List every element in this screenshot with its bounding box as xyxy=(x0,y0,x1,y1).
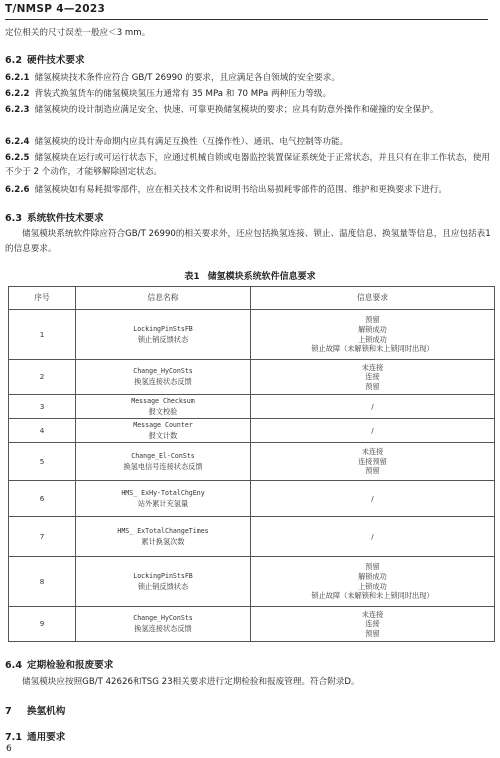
signal-name: Message Counter xyxy=(133,420,193,429)
requirement-line: 连接预留 xyxy=(358,456,387,466)
requirement-line: 未连接 xyxy=(361,447,384,457)
heading-number: 6.2 xyxy=(5,55,22,66)
clause-number: 6.2.2 xyxy=(5,89,30,99)
requirement-line: / xyxy=(371,493,374,503)
table-row xyxy=(9,443,495,481)
row-number: 1 xyxy=(9,310,76,360)
heading-title: 换氢机构 xyxy=(27,706,66,717)
heading-number: 7.1 xyxy=(5,732,22,743)
signal-description: 报文计数 xyxy=(148,430,178,440)
header-rule xyxy=(5,19,488,20)
info-name-cell xyxy=(76,557,251,607)
requirement-cell xyxy=(251,395,495,419)
table-header-row xyxy=(9,287,495,310)
info-name-cell xyxy=(76,607,251,642)
clause-6-2-3 xyxy=(5,103,495,117)
table-caption xyxy=(0,269,500,282)
requirement-line: 解锁成功 xyxy=(358,571,387,581)
requirement-line: 锁止故障（未解锁和未上锁同时出现） xyxy=(311,591,434,601)
info-name-cell xyxy=(76,517,251,557)
signal-description: 换氢连接状态反馈 xyxy=(134,377,192,386)
requirement-line: 连接 xyxy=(365,619,380,629)
clause-text: 储氢模块在运行或可运行状态下，应通过机械自锁或电器监控装置保证系统处于正常状态，并且只有在非工作状态，使用不少于 2 个动作，才能够解除固定状态。 xyxy=(5,153,490,177)
table-row xyxy=(9,360,495,395)
requirement-line: 连接 xyxy=(365,372,380,382)
signal-name: Change_El-ConSts xyxy=(131,451,195,460)
software-info-table xyxy=(8,286,495,642)
header-cell: 信息要求 xyxy=(251,287,495,310)
signal-description: 累计换氢次数 xyxy=(141,536,185,546)
requirement-cell xyxy=(251,419,495,443)
clause-text: 储氢模块的设计制造应满足安全、快速、可靠更换储氢模块的要求；应具有防意外操作和碰撞的安全保护。 xyxy=(34,105,439,115)
requirement-line: 上锁成功 xyxy=(358,334,387,344)
table-row xyxy=(9,481,495,517)
row-number: 4 xyxy=(9,419,76,443)
clause-text: 储氢模块如有易耗损零部件，应在相关技术文件和说明书给出易损耗零部件的范围、维护和更换要求下进行。 xyxy=(34,185,447,195)
table-row xyxy=(9,557,495,607)
heading-6-2 xyxy=(5,52,85,66)
requirement-line: 预留 xyxy=(365,562,380,572)
table-number: 表1 xyxy=(184,272,200,282)
requirement-line: 上锁成功 xyxy=(358,581,387,591)
requirement-line: 预留 xyxy=(365,315,380,325)
heading-number: 7 xyxy=(5,706,12,717)
clause-number: 6.2.3 xyxy=(5,105,30,115)
requirement-line: 解锁成功 xyxy=(358,324,387,334)
clause-6-2-4 xyxy=(5,135,495,149)
standard-code: T/NMSP 4—2023 xyxy=(5,3,106,15)
heading-6-3 xyxy=(5,210,104,224)
requirement-line: / xyxy=(371,531,374,541)
clause-number: 6.2.6 xyxy=(5,185,30,195)
requirement-line: 预留 xyxy=(365,381,380,391)
info-name-cell xyxy=(76,360,251,395)
requirement-line: 预留 xyxy=(365,466,380,476)
table-row xyxy=(9,419,495,443)
table-row xyxy=(9,395,495,419)
clause-6-2-6 xyxy=(5,183,495,197)
requirement-cell xyxy=(251,310,495,360)
heading-number: 6.4 xyxy=(5,660,22,671)
row-number: 7 xyxy=(9,517,76,557)
clause-6-2-5 xyxy=(5,151,495,179)
requirement-cell xyxy=(251,607,495,642)
row-number: 5 xyxy=(9,443,76,481)
heading-7 xyxy=(5,703,65,717)
info-name-cell xyxy=(76,443,251,481)
clause-6-2-1 xyxy=(5,71,495,85)
row-number: 2 xyxy=(9,360,76,395)
clause-text: 储氢模块的设计寿命期内应具有满足互换性（互操作性）、通讯、电气控制等功能。 xyxy=(34,137,349,147)
header-cell: 序号 xyxy=(9,287,76,310)
clause-text: 背装式换氢货车的储氢模块氢压力通常有 35 MPa 和 70 MPa 两种压力等级。 xyxy=(34,89,332,99)
clause-number: 6.2.5 xyxy=(5,153,30,163)
requirement-line: 锁止故障（未解锁和未上锁同时出现） xyxy=(311,344,434,354)
requirement-cell xyxy=(251,443,495,481)
clause-text: 储氢模块技术条件应符合 GB/T 26990 的要求，且应满足各自领域的安全要求。 xyxy=(34,73,340,83)
paragraph-6-3: 储氢模块系统软件除应符合GB/T 26990的相关要求外，还应包括换氢连接、锁止、温度信息、换氢量等信息，且应包括表1的信息要求。 xyxy=(5,229,491,254)
clause-number: 6.2.1 xyxy=(5,73,30,83)
row-number: 9 xyxy=(9,607,76,642)
table-row xyxy=(9,310,495,360)
row-number: 3 xyxy=(9,395,76,419)
signal-name: Change_HyConSts xyxy=(133,614,193,623)
heading-title: 定期检验和报废要求 xyxy=(27,660,114,671)
row-number: 8 xyxy=(9,557,76,607)
requirement-line: / xyxy=(371,425,374,435)
heading-number: 6.3 xyxy=(5,213,22,224)
paragraph-6-4: 储氢模块应按照GB/T 42626和TSG 23相关要求进行定期检验和报废管理。符合附录D。 xyxy=(22,677,360,687)
clause-number: 6.2.4 xyxy=(5,137,30,147)
signal-description: 换氢连接状态反馈 xyxy=(134,624,192,633)
requirement-line: 预留 xyxy=(365,628,380,638)
info-name-cell xyxy=(76,419,251,443)
heading-title: 通用要求 xyxy=(27,732,66,743)
clause-6-2-2 xyxy=(5,87,495,101)
requirement-cell xyxy=(251,360,495,395)
signal-description: 锁止销反馈状态 xyxy=(137,334,189,344)
signal-name: HMS_ ExTotalChangeTimes xyxy=(117,526,209,535)
signal-name: HMS_ ExHy-TotalChgEny xyxy=(121,488,205,497)
requirement-line: / xyxy=(371,401,374,411)
signal-description: 站外累计充氢量 xyxy=(137,498,189,508)
requirement-line: 未连接 xyxy=(361,609,384,619)
requirement-cell xyxy=(251,557,495,607)
heading-6-4 xyxy=(5,657,113,671)
signal-name: LockingPinStsFB xyxy=(133,571,193,580)
info-name-cell xyxy=(76,395,251,419)
signal-description: 锁止销反馈状态 xyxy=(137,581,189,591)
info-name-cell xyxy=(76,481,251,517)
signal-name: Message Checksum xyxy=(131,396,195,405)
table-title: 储氢模块系统软件信息要求 xyxy=(207,272,316,282)
info-name-cell xyxy=(76,310,251,360)
signal-name: Change_HyConSts xyxy=(133,367,193,376)
row-number: 6 xyxy=(9,481,76,517)
table-row xyxy=(9,517,495,557)
requirement-cell xyxy=(251,481,495,517)
heading-title: 系统软件技术要求 xyxy=(27,213,104,224)
heading-title: 硬件技术要求 xyxy=(27,55,85,66)
intro-text: 定位相关的尺寸误差一般应＜3 mm。 xyxy=(5,28,151,38)
page-number: 6 xyxy=(6,744,12,754)
table-row xyxy=(9,607,495,642)
requirement-cell xyxy=(251,517,495,557)
signal-description: 换氢电信号连接状态反馈 xyxy=(123,461,203,471)
signal-name: LockingPinStsFB xyxy=(133,324,193,333)
signal-description: 报文校验 xyxy=(148,406,178,416)
requirement-line: 未连接 xyxy=(361,362,384,372)
heading-7-1 xyxy=(5,729,65,743)
header-cell: 信息名称 xyxy=(76,287,251,310)
